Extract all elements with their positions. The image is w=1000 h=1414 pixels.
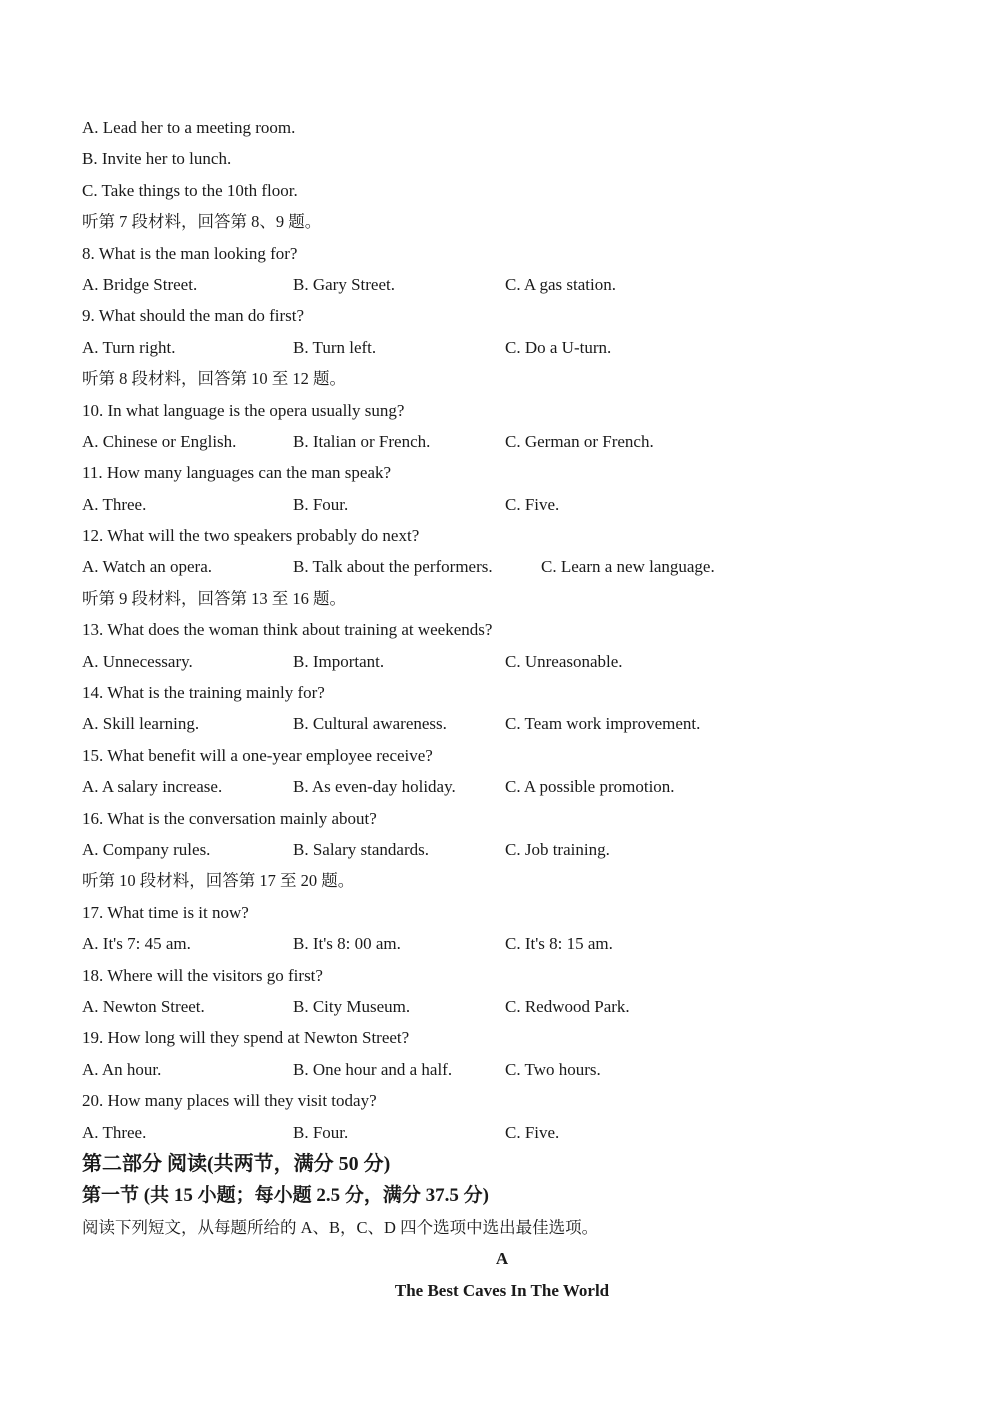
text-line: 12. What will the two speakers probably do next? (82, 526, 420, 546)
option-a: A. It's 7: 45 am. (82, 934, 191, 954)
option-a: A. Watch an opera. (82, 557, 213, 577)
centered-heading: A (495, 1249, 509, 1269)
option-b: B. Important. (293, 651, 385, 671)
option-a: A. Three. (82, 1122, 147, 1142)
option-row (82, 928, 922, 959)
option-c: C. Do a U-turn. (505, 337, 612, 357)
option-b: B. Cultural awareness. (293, 714, 447, 734)
instruction-line: 听第 10 段材料，回答第 17 至 20 题。 (82, 871, 355, 891)
exam-content (82, 112, 922, 1306)
text-line: 19. How long will they spend at Newton Street? (82, 1028, 410, 1048)
option-row (82, 1117, 922, 1148)
subsection-heading: 第一节 (共 15 小题；每小题 2.5 分，满分 37.5 分) (82, 1184, 489, 1206)
instruction-line: 听第 9 段材料，回答第 13 至 16 题。 (82, 588, 346, 608)
text-line: A. Lead her to a meeting room. (82, 118, 296, 137)
text-line: 17. What time is it now? (82, 902, 249, 922)
option-a: A. An hour. (82, 1059, 162, 1079)
instruction-line: 阅读下列短文，从每题所给的 A、B，C、D 四个选项中选出最佳选项。 (82, 1217, 599, 1237)
option-row (82, 834, 922, 865)
instruction-line: 听第 8 段材料，回答第 10 至 12 题。 (82, 369, 346, 389)
text-line: 20. How many places will they visit today? (82, 1091, 377, 1111)
text-line: 9. What should the man do first? (82, 306, 305, 326)
option-row (82, 332, 922, 363)
text-line: B. Invite her to lunch. (82, 149, 232, 169)
option-b: B. As even-day holiday. (293, 777, 456, 797)
option-row (82, 1054, 922, 1085)
option-c: C. Redwood Park. (505, 996, 630, 1016)
option-row (82, 551, 922, 582)
option-row (82, 426, 922, 457)
option-a: A. Unnecessary. (82, 651, 193, 671)
text-line: 13. What does the woman think about training at weekends? (82, 620, 493, 640)
option-b: B. City Museum. (293, 996, 411, 1016)
option-b: B. Four. (293, 1122, 349, 1142)
text-line: 18. Where will the visitors go first? (82, 965, 323, 985)
centered-heading: The Best Caves In The World (394, 1280, 610, 1300)
option-c: C. Job training. (505, 839, 610, 859)
text-line: 8. What is the man looking for? (82, 243, 298, 263)
option-c: C. Five. (505, 1122, 560, 1142)
text-line: 10. In what language is the opera usually sung? (82, 400, 405, 420)
option-row (82, 489, 922, 520)
option-c: C. German or French. (505, 431, 654, 451)
option-c: C. A gas station. (505, 274, 616, 294)
option-row (82, 269, 922, 300)
option-b: B. Gary Street. (293, 274, 395, 294)
option-row (82, 991, 922, 1022)
text-line: 16. What is the conversation mainly about? (82, 808, 377, 828)
option-a: A. Newton Street. (82, 996, 205, 1016)
option-a: A. Bridge Street. (82, 274, 198, 294)
section-heading: 第二部分 阅读(共两节，满分 50 分) (82, 1152, 391, 1175)
option-a: A. Company rules. (82, 839, 211, 859)
option-a: A. A salary increase. (82, 777, 223, 797)
option-c: C. A possible promotion. (505, 777, 675, 797)
option-b: B. It's 8: 00 am. (293, 934, 401, 954)
option-b: B. Salary standards. (293, 839, 429, 859)
text-line: C. Take things to the 10th floor. (82, 180, 298, 200)
option-c: C. Five. (505, 494, 560, 514)
option-b: B. One hour and a half. (293, 1059, 453, 1079)
option-a: A. Chinese or English. (82, 431, 237, 451)
option-b: B. Four. (293, 494, 349, 514)
text-line: 15. What benefit will a one-year employee receive? (82, 745, 433, 765)
option-c: C. Two hours. (505, 1059, 601, 1079)
option-c: C. It's 8: 15 am. (505, 934, 613, 954)
option-a: A. Skill learning. (82, 714, 200, 734)
option-row (82, 708, 922, 739)
option-b: B. Talk about the performers. (293, 557, 493, 577)
option-a: A. Three. (82, 494, 147, 514)
option-row (82, 646, 922, 677)
text-line: 14. What is the training mainly for? (82, 683, 325, 703)
text-line: 11. How many languages can the man speak? (82, 463, 392, 483)
option-a: A. Turn right. (82, 337, 176, 357)
option-b: B. Italian or French. (293, 431, 431, 451)
option-c: C. Unreasonable. (505, 651, 623, 671)
instruction-line: 听第 7 段材料，回答第 8、9 题。 (82, 212, 322, 232)
option-c: C. Team work improvement. (505, 714, 701, 734)
option-b: B. Turn left. (293, 337, 377, 357)
option-row (82, 771, 922, 802)
option-c: C. Learn a new language. (541, 557, 715, 577)
